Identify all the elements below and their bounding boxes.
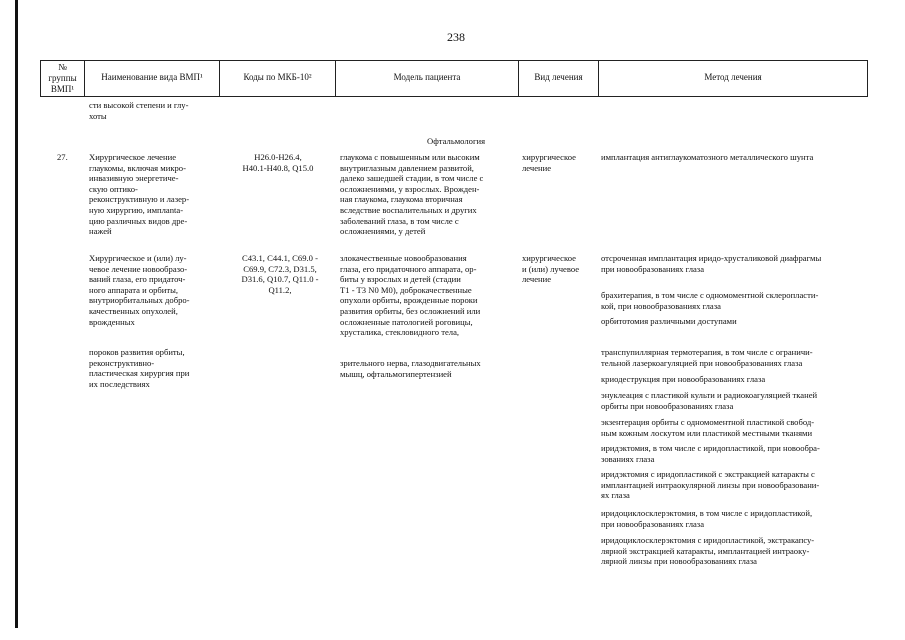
header-group-no: № группы ВМП¹ [48,62,77,94]
section-title: Офтальмология [427,136,486,146]
row28-method-3: орбитотомия различными доступами [601,316,737,326]
scan-edge-bar [15,0,18,628]
row28-method-2: брахитерапия, в том числе с одномоментной склеропласти- кой, при новообразованиях глаза [601,290,819,311]
row28-method-8: иридэктомия, в том числе с иридопластикой, при новообра- зованиях глаза [601,443,820,464]
row27-vmp-name: Хирургическое лечение глаукомы, включая микро- инвазивную энергетиче- скую оптико- реконструктивную и лазер- ную хирургию, имплanta- цию различных видов дре- нажей [89,152,190,237]
header-bottom-rule [40,96,868,97]
row28-method-7: экзентерация орбиты с одномоментной пластикой свобод- ным кожным лоскутом или пластикой местными тканями [601,417,815,438]
row28-method-5: криодеструкция при новообразованиях глаза [601,374,766,384]
header-top-rule [40,60,868,61]
row27-icd-codes: H26.0-H26.4, H40.1-H40.8, Q15.0 [242,152,314,173]
row28-icd-codes: C43.1, C44.1, C69.0 - C69.9, C72.3, D31.5, D31.6, Q10.7, Q11.0 - Q11.2, [241,253,319,295]
row28-method-6: энуклеация с пластикой культи и радиокоагуляцией тканей орбиты при новообразованиях глаза [601,390,818,411]
row28-patient-model: злокачественные новообразования глаза, его придаточного аппарата, ор- биты у взрослых и детей (стадии T1 - T3 N0 M0), доброкачественные опухоли орбиты, врожденные пороки развития орбиты, без осложнений или осложненные патологией роговицы, хрусталика, стекловидного тела, [340,253,481,338]
header-treatment-method: Метод лечения [704,72,762,82]
row28-method-10: иридоциклосклерэктомия, в том числе с иридопластикой, при новообразованиях глаза [601,508,813,529]
row27-method: имплантация антиглаукоматозного металлического шунта [601,152,814,162]
row28-method-11: иридоциклосклерэктомия с иридопластикой, экстракапсу- лярной экстракцией катаракты, имплантацией интраоку- лярной линзы при новообразованиях глаза [601,535,815,567]
row28-patient-model-cont: зрительного нерва, глазодвигательных мышц, офтальмогипертензией [340,358,481,379]
header-patient-model: Модель пациента [393,72,461,82]
row27-group-no: 27. [57,152,68,162]
row28-method-9: иридэктомия с иридопластикой с экстракцией катаракты с имплантацией интраокулярной линзы при новообразовани- ях глаза [601,469,820,501]
row28-vmp-name: Хирургическое и (или) лу- чевое лечение новообразо- ваний глаза, его придаточ- ного аппарата и орбиты, внутриорбитальных добро- качественных опухолей, врожденных [89,253,190,327]
continuation-text: сти высокой степени и глу- хоты [89,100,189,121]
header-treatment-type: Вид лечения [534,72,583,82]
row28-treatment-type: хирургическое и (или) лучевое лечение [522,253,580,285]
col-divider-7 [867,60,868,97]
header-icd-codes: Коды по МКБ-10² [243,72,312,82]
row28-method-1: отсроченная имплантация иридо-хрусталиковой диафрагмы при новообразованиях глаза [601,253,822,274]
row27-treatment-type: хирургическое лечение [522,152,576,173]
page-number: 238 [447,30,465,44]
row28-method-4: транспупиллярная термотерапия, в том числе с ограничи- тельной лазеркоагуляцией при новообразованиях глаза [601,347,813,368]
header-vmp-name: Наименование вида ВМП¹ [101,72,203,82]
row28-vmp-name-cont: пороков развития орбиты, реконструктивно- пластическая хирургия при их последствиях [89,347,190,389]
row27-patient-model: глаукома с повышенным или высоким внутриглазным давлением развитой, далеко зашедшей стадии, в том числе с осложнениями, у взрослых. Врожден- ная глаукома, глаукома вторичная вследствие воспалительных и других заболеваний глаза, в том числе с осложнениями, у детей [340,152,484,237]
